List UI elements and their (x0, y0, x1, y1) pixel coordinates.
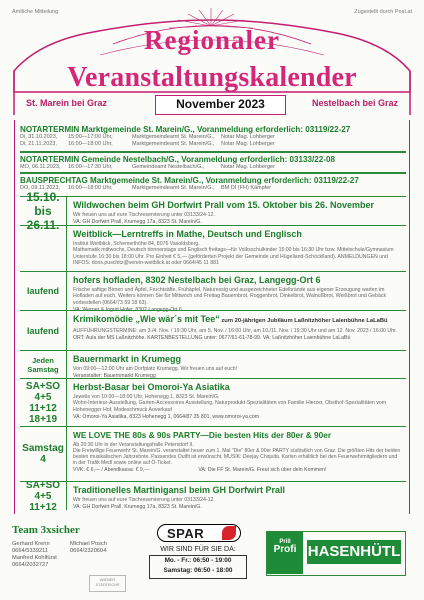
spar-opening-label: WIR SIND FÜR SIE DA: (160, 546, 236, 553)
event-hofladen (20, 271, 406, 314)
event-list (20, 190, 406, 513)
event-title (73, 314, 401, 327)
event-title-subtitle: zum 20-jährigen Jubiläum Laßnitzhöher Laienbühne LaLaBü (219, 318, 388, 324)
contact-phone: 0664/5339211 (12, 548, 48, 554)
event-description: Von 09:00—12:00 Uhr am Dorfplatz Krumegg. Wir freuen uns auf euch! (73, 366, 238, 372)
spar-wordmark: SPAR (167, 526, 205, 541)
event-date: laufend (20, 272, 67, 310)
notice-date: MO, 06.11.2023, (20, 164, 61, 170)
event-organizer: ORT: Aula der MS Laßnitzhöhe. KARTENBESTELLUNG unter: 0677/61-61-78-99. VA: Laßnitzhöher Laienbühne LaLaBü (73, 335, 351, 342)
event-description: Institut Weitblick, Schemerlhöhe 84, 8076 Vasoldsberg. Mathematik mittwochs, Deutsch donnerstags und Englisch freitags—für Volksschulkinder 15:00 bis 16:30 Uhr bzw. Mittelschule/Gymnasium Unterstufe 16:30 bis 18:00 Uhr. Pro Einheit € 5,— (geförderten Projekt der Gemeinde und Hügelland-Schöcklland). ANMELDUNGEN und INFOS: doris.puschitz@verein-weitblick.at oder 0664/45 11 881 (73, 241, 394, 267)
notice-title: BAUSPRECHTAG Marktgemeinde St. Marein/G., Voranmeldung erforderlich: 03119/22-27 (20, 176, 359, 185)
month-label: November 2023 (155, 95, 286, 115)
place-st-marein: St. Marein bei Graz (26, 98, 108, 108)
spar-logo (157, 524, 241, 542)
hasenhuetl-wordmark: HASENHÜTL (307, 540, 401, 564)
divider (20, 172, 406, 174)
event-date: 15.10. bis 26.11. (20, 197, 67, 225)
notice-title: NOTARTERMIN Marktgemeinde St. Marein/G., Voranmeldung erforderlich: 03119/22-27 (20, 125, 351, 134)
place-month-band (14, 95, 410, 115)
notice-time: 16:00—18:00 Uhr, (68, 141, 113, 147)
notice-date: DO, 09.11.2023, (20, 185, 60, 191)
notice-notar-nestelbach (20, 155, 406, 171)
notice-person: BM DI (FH) Kämpfer (221, 185, 272, 191)
profi-top-label: Prill (279, 539, 291, 545)
spar-weekday-hours: Mo. - Fr.: 06:50 - 19:00 (164, 557, 232, 564)
notice-time: 15:00—17:00 Uhr, (68, 134, 113, 140)
notice-date: Di, 31.10.2023, (20, 134, 58, 140)
event-date: SA+SO 4+5 11+12 (20, 482, 67, 510)
divider (20, 151, 406, 153)
event-description: Frische saftige Birnen und Äpfel, Fruchtsäfte, Frühäpfel, Naturessig und ausgezeichneter Edelbrände aus eigener Erzeugung warten im Hofladen auf euch. Weiters können Sie für Mittwoch und Freitag Bauernbrot, Roggenbrot, Dinkelbrot, Walnußbrot, Weißbrot und Gebäck vorbestellen (0664/73 59 18 63). (73, 287, 387, 306)
title-veranstaltungskalender: Veranstaltungskalender (67, 62, 357, 93)
event-title: hofers hofladen, 8302 Nestelbach bei Graz, Langegg-Ort 6 (73, 275, 321, 285)
contact-name: Gerhard Krenn (12, 541, 50, 547)
sponsor-footer (0, 520, 424, 600)
event-description: Wir freuen uns auf eure Tischreservierung unter 03133/24-12. (73, 497, 215, 503)
event-bauernmarkt (20, 350, 406, 378)
notice-date: Di, 21.11.2023, (20, 141, 57, 147)
calendar-body (14, 120, 410, 514)
spar-tree-icon (222, 526, 236, 540)
spar-ad (145, 524, 251, 596)
event-organizer: VA: GH Dorfwirt Prall, Krumegg 17a, 8323 St. Marein/G. (73, 504, 202, 511)
contact-phone (70, 562, 127, 569)
notice-time: 16:00—18:00 Uhr, (68, 185, 113, 191)
notice-line (20, 141, 406, 148)
event-date (20, 226, 67, 271)
team-title: Team 3xsicher (12, 524, 80, 536)
spar-opening-hours (149, 555, 247, 579)
event-title: Weitblick—Lerntreffs in Mathe, Deutsch und Englisch (73, 229, 302, 239)
notice-location: Gemeindeamt Nestelbach/G., (132, 164, 205, 170)
notice-location: Marktgemeindeamt St. Marein/G., (132, 134, 215, 140)
event-date: Samstag 4 (20, 427, 67, 481)
event-description: AUFFÜHRUNGSTERMINE: am 3./4. Nov. / 19:30 Uhr, am 5. Nov. / 16:00 Uhr, am 10./11. Nov. / 19:30 Uhr und am 12. Nov. 2023 / 16:00 Uhr. (73, 328, 397, 334)
notice-bausprechtag (20, 176, 406, 192)
notice-location: Marktgemeindeamt St. Marein/G., (132, 185, 215, 191)
event-organizer: VA: Omoroi-Ya Asiatika, 8323 Hohenegg 1, 0664/87 35 801, www.omoroi-ya.com (73, 414, 260, 421)
contact-name: Michael Posch (70, 541, 107, 547)
notice-person: Notar Mag. Lohberger (221, 141, 275, 147)
notice-line (20, 164, 406, 171)
notice-person: Notar Mag. Lohberger (221, 134, 275, 140)
hasenhuetl-ad (266, 531, 406, 576)
event-herbst-basar (20, 378, 406, 426)
event-date: laufend (20, 311, 67, 350)
event-organizer: VA: GH Dorfwirt Prall, Krumegg 17a, 8323 St. Marein/G. (73, 219, 202, 226)
event-date: Jeden Samstag (20, 351, 67, 378)
contact-phone: 0664/2032727 (12, 562, 49, 568)
event-date: SA+SO 4+5 11+12 18+19 (20, 379, 67, 426)
notice-title: NOTARTERMIN Gemeinde Nestelbach/G., Voranmeldung erforderlich: 03133/22-08 (20, 155, 335, 164)
title-regionaler: Regionaler (144, 25, 280, 55)
profi-label: Profi (273, 544, 297, 555)
event-description: Wir freuen uns auf eure Tischreservierung unter 03133/24-12. (73, 212, 215, 218)
top-right-note: Zugestellt durch Post.at (354, 9, 412, 15)
top-left-note: Amtliche Mitteilung (12, 9, 59, 15)
event-wildwochen (20, 190, 406, 232)
event-title: Bauernmarkt in Krumegg (73, 354, 182, 364)
contact-name: Manfred Kohlfürst (12, 555, 57, 561)
event-weitblick (20, 225, 406, 271)
event-title-main: Krimikomödie „Wie wär´s mit Tee“ (73, 314, 220, 324)
notice-line (20, 185, 406, 192)
profi-logo (267, 532, 303, 574)
notice-line (20, 134, 406, 141)
spar-saturday-hours: Samstag: 06:50 - 18:00 (163, 567, 233, 574)
contact-phone: 0664/2320604 (70, 548, 107, 554)
event-description: Jeweils von 10:00—18:00 Uhr, Hohenegg 1, 8323 St. Marein/G. Wohn-Interieur-Ausstellung, Garten-Accessoires Ausstellung, Naturprodukt-Spezialitäten von Familie Hierzer, Obsthof-Spezialitäten vom Hohenegger Hof, Modeschmuck Aoverkauf (73, 394, 387, 413)
insurance-seal: WIENER STÄDTISCHE (89, 575, 126, 592)
team-contacts (12, 541, 127, 569)
contact-name (70, 555, 127, 562)
notice-location: Marktgemeindeamt St. Marein/G., (132, 141, 215, 147)
event-description: Ab 20:30 Uhr in der Veranstaltungshalle Petersdorf II. Die Freiwillige Feuerwehr St. Marein/G. veranstaltet heuer zum 1. Mal "Die" 80er & 90er PARTY südöstlich von Graz. Die größten Hits der beiden besten musikalischen Jahrzehnte. Passendes Outfit ist erwünscht. MUSIK: Deejay Chiquita. Karten erhältlich bei den Feuerwehrmitgliedern und in der Trafik Medl sowie online auf Ö-Ticket. (73, 442, 401, 467)
event-krimikomoedie (20, 310, 406, 350)
event-title: WE LOVE THE 80s & 90s PARTY—Die besten Hits der 80er & 90er (73, 430, 332, 440)
event-martinigansl (20, 479, 406, 513)
event-80s-90s-party (20, 426, 406, 481)
place-nestelbach: Nestelbach bei Graz (311, 98, 398, 108)
event-organizer: VA: Werner & Ingrid Hofer, 8302 Langegg-Ort 6 (73, 307, 182, 314)
notice-person: Notar Mag. Lohberger (221, 164, 275, 170)
event-title: Wildwochen beim GH Dorfwirt Prall vom 15. Oktober bis 26. November (73, 200, 374, 210)
event-price: VVK: € 6,— / Abendkassa: € 9,— VA: Die FF St. Marein/G. Freut sich über dein Kommen! (73, 467, 327, 474)
team-3xsicher-ad (12, 524, 127, 596)
notice-time: 16:00—17:30 Uhr, (68, 164, 113, 170)
event-title: Traditionelles Martinigansl beim GH Dorfwirt Prall (73, 485, 286, 495)
event-organizer: Veranstalter: Bauernmarkt Krumegg (73, 373, 156, 380)
notice-notar-st-marein (20, 125, 406, 148)
event-title: Herbst-Basar bei Omoroi-Ya Asiatika (73, 382, 230, 392)
